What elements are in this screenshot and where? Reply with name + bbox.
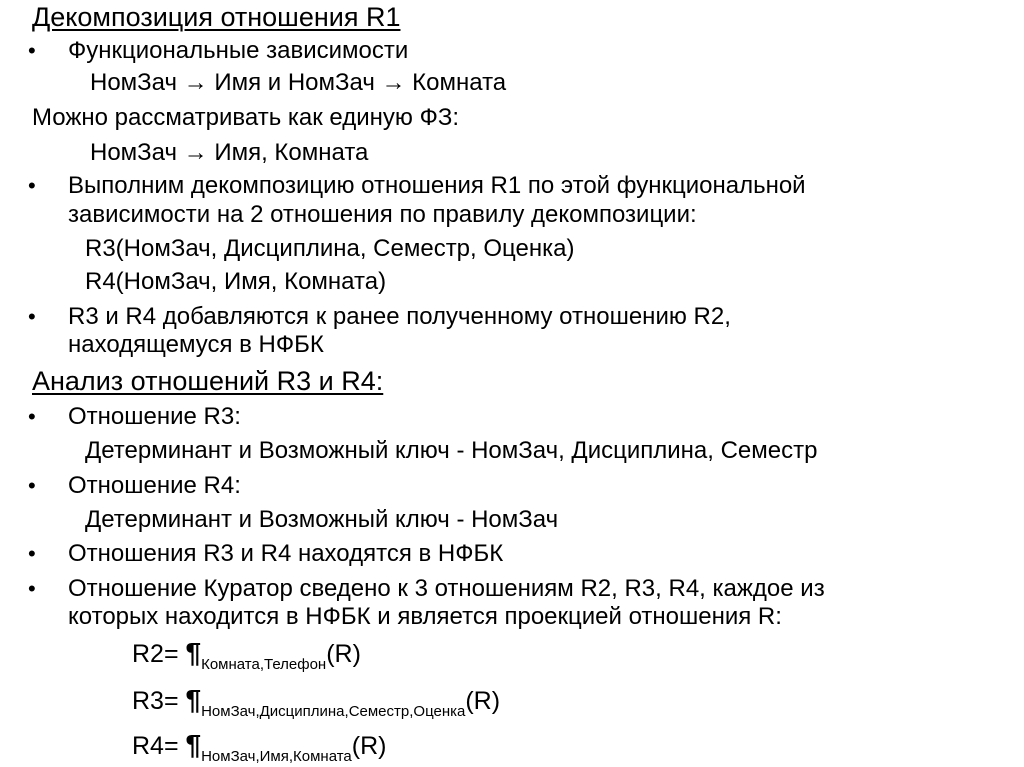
item-relation-r4-key: Детерминант и Возможный ключ - НомЗач xyxy=(85,506,559,533)
item-curator-line-2: которых находится в НФБК и является проекцией отношения R: xyxy=(68,603,782,630)
formula-r4-subscript: НомЗач,Имя,Комната xyxy=(201,748,352,765)
item-decomposition-line-2: зависимости на 2 отношения по правилу декомпозиции: xyxy=(68,201,697,228)
formula-r4-arg: (R) xyxy=(351,732,387,760)
formula-r3-arg: (R) xyxy=(465,687,501,715)
formula-r4 xyxy=(132,730,386,765)
formula-r2-lhs: R2= xyxy=(132,640,186,668)
formula-r3 xyxy=(132,685,500,720)
projection-icon: ¶ xyxy=(185,637,202,668)
section-heading-decomposition: Декомпозиция отношения R1 xyxy=(32,2,401,32)
formula-r2-arg: (R) xyxy=(326,640,361,668)
formula-r4-lhs: R4= xyxy=(132,732,186,760)
projection-icon: ¶ xyxy=(185,684,202,715)
item-curator-line-1: Отношение Куратор сведено к 3 отношениям R2, R3, R4, каждое из xyxy=(68,575,825,602)
bullet-2: • xyxy=(28,173,36,198)
section-heading-analysis: Анализ отношений R3 и R4: xyxy=(32,366,384,396)
item-fd-list: НомЗач → Имя и НомЗач → Комната xyxy=(90,69,507,96)
item-decomposition-line-1: Выполним декомпозицию отношения R1 по этой функциональной xyxy=(68,172,806,199)
item-relation-r3: Отношение R3: xyxy=(68,403,241,430)
projection-icon: ¶ xyxy=(185,729,202,760)
relation-r4: R4(НомЗач, Имя, Комната) xyxy=(85,268,387,295)
text-single-fd-formula: НомЗач → Имя, Комната xyxy=(90,139,369,166)
item-r3-r4-added-line-2: находящемуся в НФБК xyxy=(68,331,324,358)
item-relation-r4: Отношение R4: xyxy=(68,472,241,499)
formula-r3-subscript: НомЗач,Дисциплина,Семестр,Оценка xyxy=(201,703,466,720)
text-single-fd: Можно рассматривать как единую ФЗ: xyxy=(32,104,459,131)
relation-r3: R3(НомЗач, Дисциплина, Семестр, Оценка) xyxy=(85,235,575,262)
bullet-4: • xyxy=(28,404,36,429)
bullet-3: • xyxy=(28,304,36,329)
item-relation-r3-key: Детерминант и Возможный ключ - НомЗач, Дисциплина, Семестр xyxy=(85,437,818,464)
bullet-1: • xyxy=(28,38,36,63)
formula-r3-lhs: R3= xyxy=(132,687,186,715)
bullet-7: • xyxy=(28,576,36,601)
bullet-6: • xyxy=(28,541,36,566)
formula-r2 xyxy=(132,638,361,673)
item-r3-r4-added-line-1: R3 и R4 добавляются к ранее полученному отношению R2, xyxy=(68,303,731,330)
formula-r2-subscript: Комната,Телефон xyxy=(201,656,327,673)
bullet-5: • xyxy=(28,473,36,498)
item-functional-dependencies: Функциональные зависимости xyxy=(68,37,409,64)
item-r3-r4-bcnf: Отношения R3 и R4 находятся в НФБК xyxy=(68,540,504,567)
